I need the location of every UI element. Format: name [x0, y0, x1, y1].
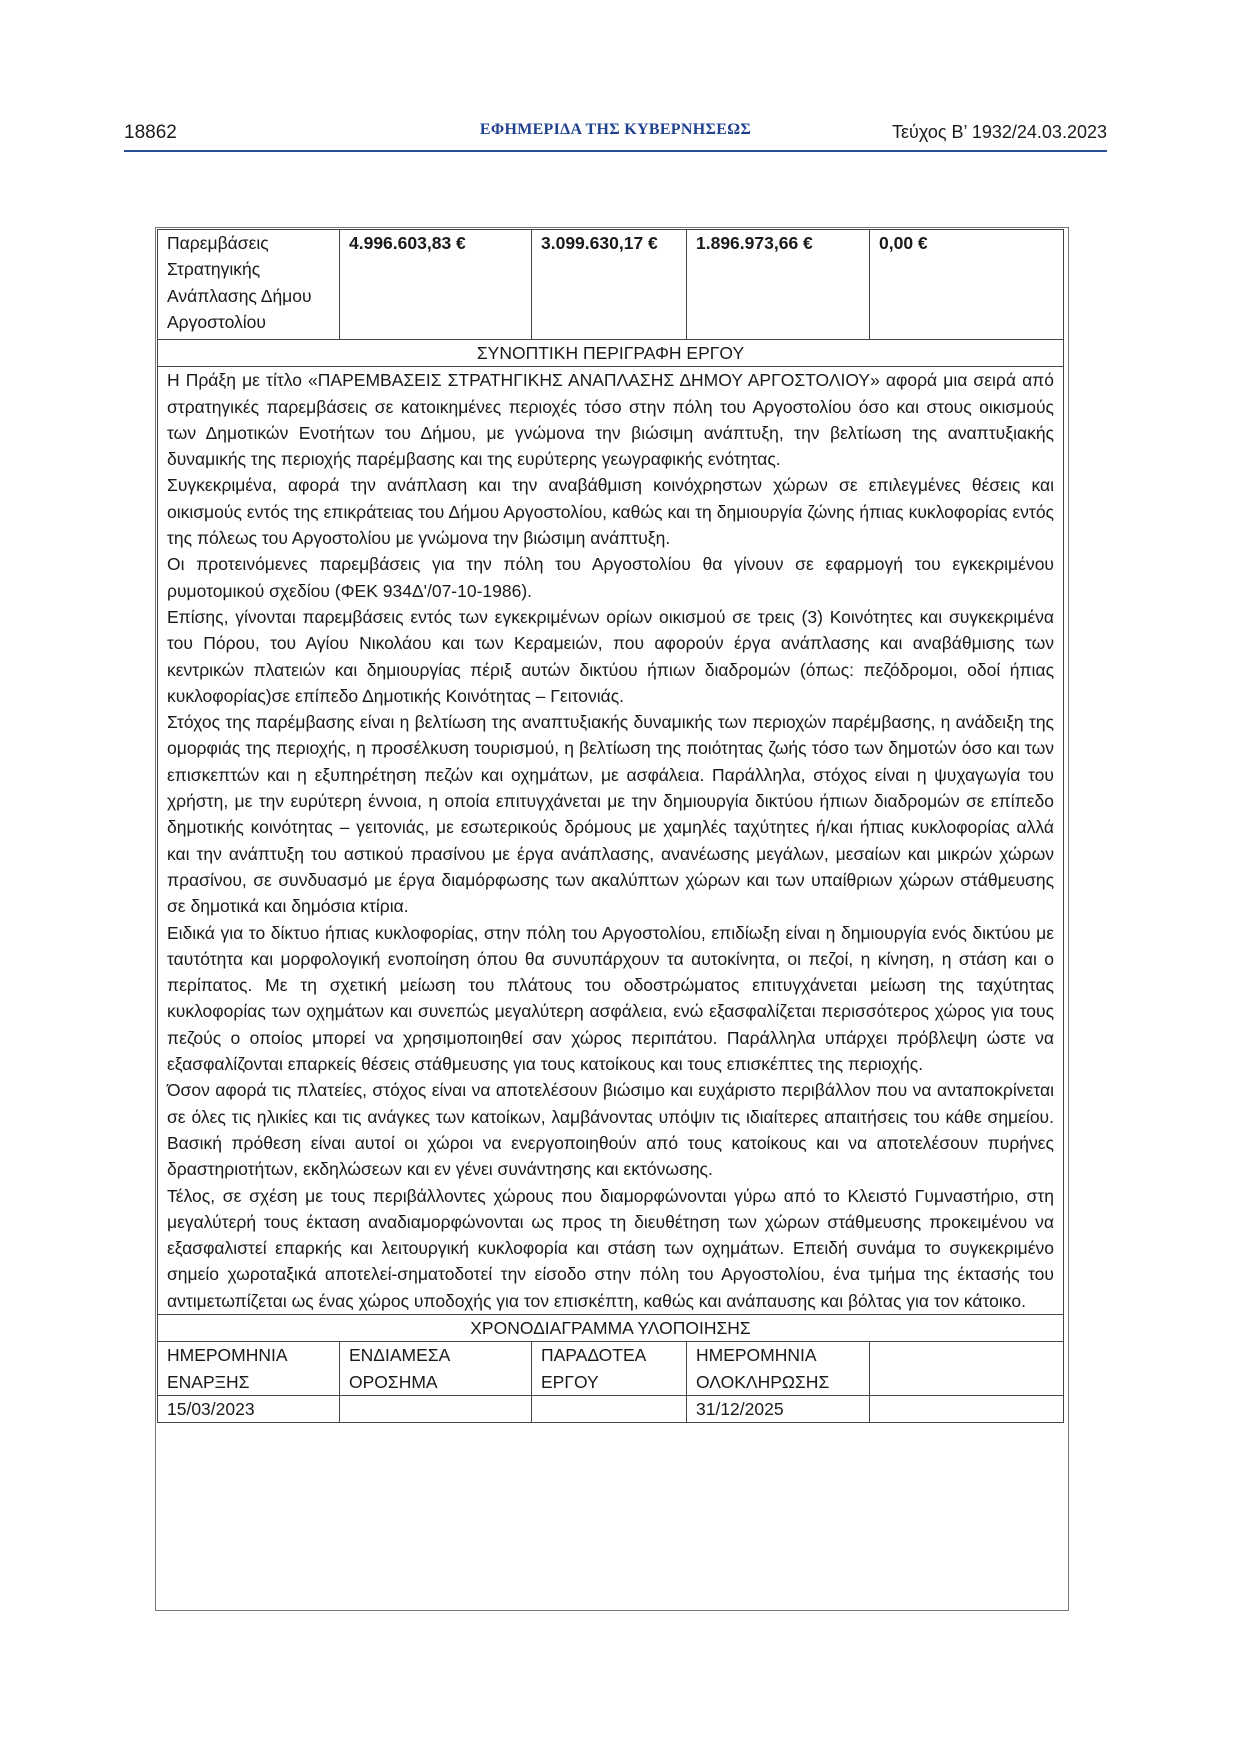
amount-4-cell: 0,00 €	[870, 230, 1064, 340]
summary-heading: ΣΥΝΟΠΤΙΚΗ ΠΕΡΙΓΡΑΦΗ ΕΡΓΟΥ	[158, 340, 1064, 367]
milestones-header: ΕΝΔΙΑΜΕΣΑ ΟΡΟΣΗΜΑ	[340, 1342, 532, 1396]
summary-paragraph: Συγκεκριμένα, αφορά την ανάπλαση και την αναβάθμιση κοινόχρηστων χώρων σε επιλεγμένες θέσεις και οικισμούς εντός της επικράτειας του Δήμου Αργοστολίου, καθώς και τη δημιουργία ζώνης ήπιας κυκλοφορίας εντός της πόλεως του Αργοστολίου με γνώμονα την βιώσιμη ανάπτυξη.	[167, 475, 1054, 549]
summary-paragraph: Οι προτεινόμενες παρεμβάσεις για την πόλη του Αργοστολίου θα γίνουν σε εφαρμογή του εγκεκριμένου ρυμοτομικού σχεδίου (ΦΕΚ 934Δ'/07-10-1986).	[167, 554, 1054, 601]
summary-paragraph: Όσον αφορά τις πλατείες, στόχος είναι να αποτελέσουν βιώσιμο και ευχάριστο περιβάλλον που να ανταποκρίνεται σε όλες τις ηλικίες και τις ανάγκες των κατοίκων, λαμβάνοντας υπόψιν τις ιδιαίτερες απαιτήσεις του κάθε σημείου. Βασική πρόθεση είναι αυτοί οι χώροι να ενεργοποιηθούν από τους κατοίκους και να αποτελέσουν πυρήνες δραστηριοτήτων, εκδηλώσεων και εν γένει συνάντησης και εκτόνωσης.	[167, 1080, 1054, 1180]
budget-row	[158, 230, 1064, 340]
amount-2-cell: 3.099.630,17 €	[532, 230, 687, 340]
deliverables-header: ΠΑΡΑΔΟΤΕΑ ΕΡΓΟΥ	[532, 1342, 687, 1396]
header-divider	[124, 150, 1107, 152]
empty-value-cell	[870, 1395, 1064, 1422]
amount-3-cell: 1.896.973,66 €	[687, 230, 870, 340]
deliverables-value	[532, 1395, 687, 1422]
summary-heading-row	[158, 340, 1064, 367]
amount-total-cell: 4.996.603,83 €	[340, 230, 532, 340]
empty-header-cell	[870, 1342, 1064, 1396]
schedule-heading: ΧΡΟΝΟΔΙΑΓΡΑΜΜΑ ΥΛΟΠΟΙΗΣΗΣ	[158, 1314, 1064, 1341]
page-header	[124, 122, 1107, 152]
summary-paragraph: Η Πράξη με τίτλο «ΠΑΡΕΜΒΑΣΕΙΣ ΣΤΡΑΤΗΓΙΚΗΣ ΑΝΑΠΛΑΣΗΣ ΔΗΜΟΥ ΑΡΓΟΣΤΟΛΙΟΥ» αφορά μια σειρά από στρατηγικές παρεμβάσεις σε κατοικημένες περιοχές τόσο στην πόλη του Αργοστολίου όσο και στους οικισμούς των Δημοτικών Ενοτήτων του Δήμου, με γνώμονα την βιώσιμη ανάπτυξη, την βελτίωση της αναπτυξιακής δυναμικής της περιοχής παρέμβασης και της ευρύτερης γεωγραφικής ενότητας.	[167, 370, 1054, 470]
schedule-columns-row	[158, 1342, 1064, 1396]
summary-paragraph: Ειδικά για το δίκτυο ήπιας κυκλοφορίας, στην πόλη του Αργοστολίου, επιδίωξη είναι η δημιουργία ενός δικτύου με ταυτότητα και μορφολογική ενοποίηση όπου θα συνυπάρχουν τα αυτοκίνητα, οι πεζοί, η κίνηση, η στάση και ο περίπατος. Με τη σχετική μείωση του πλάτους του οδοστρώματος επιτυγχάνεται μείωση της ταχύτητας κυκλοφορίας των οχημάτων και συνεπώς μεγαλύτερη ασφάλεια, ενώ εξασφαλίζεται περισσότερος χώρος για τους πεζούς ο οποίος μπορεί να χρησιμοποιηθεί σαν χώρος περιπάτου. Παράλληλα υπάρχει πρόβλεψη ώστε να εξασφαλίζονται επαρκείς θέσεις στάθμευσης για τους κατοίκους και τους επισκέπτες της περιοχής.	[167, 922, 1054, 1075]
issue-reference: Τεύχος Β’ 1932/24.03.2023	[891, 122, 1107, 142]
start-date-value: 15/03/2023	[158, 1395, 340, 1422]
summary-body-row	[158, 367, 1064, 1315]
summary-paragraph: Τέλος, σε σχέση με τους περιβάλλοντες χώρους που διαμορφώνονται γύρω από το Κλειστό Γυμναστήριο, στη μεγαλύτερή τους έκταση αναδιαμορφώνονται ως προς τη διευθέτηση των χώρων στάθμευσης προκειμένου να εξασφαλιστεί επαρκής και λειτουργική κυκλοφορία και στάση των οχημάτων. Επειδή συνάμα το συγκεκριμένο σημείο χωροταξικά αποτελεί-σηματοδοτεί την είσοδο στην πόλη του Αργοστολίου, ένα τμήμα της έκτασής του αντιμετωπίζεται ως ένας χώρος υποδοχής για τον επισκέπτη, καθώς και ανάπαυσης και βόλτας για τον κάτοικο.	[167, 1185, 1054, 1311]
summary-paragraph: Επίσης, γίνονται παρεμβάσεις εντός των εγκεκριμένων ορίων οικισμού σε τρεις (3) Κοινότητες και συγκεκριμένα του Πόρου, του Αγίου Νικολάου και των Κεραμειών, που αφορούν έργα ανάπλασης και αναβάθμισης των κεντρικών πλατειών και δημιουργίας πέριξ αυτών δικτύου ήπιων διαδρομών (όπως: πεζόδρομοι, οδοί ήπιας κυκλοφορίας)σε επίπεδο Δημοτικής Κοινότητας – Γειτονιάς.	[167, 606, 1054, 706]
page-number: 18862	[124, 122, 177, 143]
summary-description	[158, 367, 1064, 1315]
end-date-value: 31/12/2025	[687, 1395, 870, 1422]
summary-paragraph: Στόχος της παρέμβασης είναι η βελτίωση της αναπτυξιακής δυναμικής των περιοχών παρέμβασης, η ανάδειξη της ομορφιάς της περιοχής, η προσέλκυση τουρισμού, η βελτίωση της ποιότητας ζωής τόσο των δημοτών όσο και των επισκεπτών και η εξυπηρέτηση πεζών και οχημάτων, με ασφάλεια. Παράλληλα, στόχος είναι η ψυχαγωγία του χρήστη, με την ευρύτερη έννοια, η οποία επιτυγχάνεται με την δημιουργία δικτύου ήπιων διαδρομών σε επίπεδο δημοτικής κοινότητας – γειτονιάς, με εσωτερικούς δρόμους με χαμηλές ταχύτητες ή/και ήπιας κυκλοφορίας αλλά και την ανάπτυξη του αστικού πρασίνου με έργα ανάπλασης, ανανέωσης μεγάλων, μεσαίων και μικρών χώρων πρασίνου, σε συνδυασμό με έργα διαμόρφωσης των ακαλύπτων χώρων και των υπαίθριων χώρων στάθμευσης σε δημοτικά και δημόσια κτίρια.	[167, 712, 1054, 917]
schedule-values-row	[158, 1395, 1064, 1422]
gazette-title: ΕΦΗΜΕΡΙΔΑ ΤΗΣ ΚΥΒΕΡΝΗΣΕΩΣ	[479, 121, 752, 138]
project-name-cell: Παρεμβάσεις Στρατηγικής Ανάπλασης Δήμου Αργοστολίου	[158, 230, 340, 340]
project-table	[157, 229, 1063, 1423]
start-date-header: ΗΜΕΡΟΜΗΝΙΑ ΕΝΑΡΞΗΣ	[158, 1342, 340, 1396]
schedule-heading-row	[158, 1314, 1064, 1341]
end-date-header: ΗΜΕΡΟΜΗΝΙΑ ΟΛΟΚΛΗΡΩΣΗΣ	[687, 1342, 870, 1396]
milestones-value	[340, 1395, 532, 1422]
